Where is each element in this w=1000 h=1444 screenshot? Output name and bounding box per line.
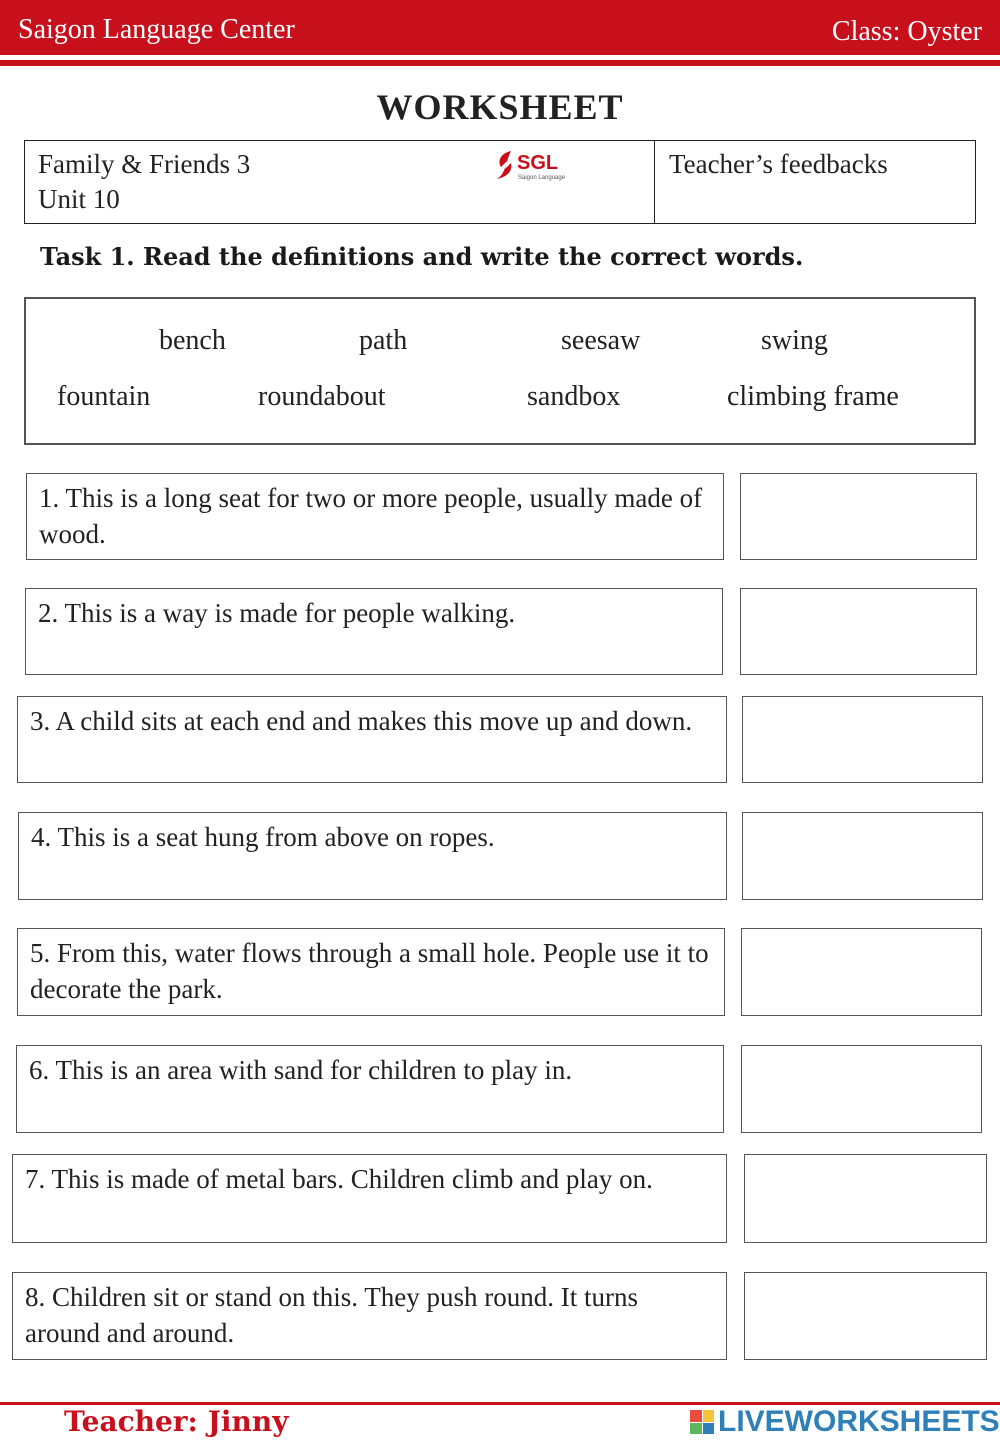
info-box xyxy=(24,140,976,224)
liveworksheets-brand: LIVEWORKSHEETS xyxy=(718,1405,1000,1438)
question-3: 3. A child sits at each end and makes this move up and down. xyxy=(17,696,727,783)
word-bank-item: swing xyxy=(761,325,828,356)
answer-box-4[interactable] xyxy=(742,812,983,900)
task-title: Task 1. Read the definitions and write the correct words. xyxy=(40,242,804,271)
book-info xyxy=(25,141,655,223)
teacher-name: Teacher: Jinny xyxy=(64,1405,289,1438)
question-1: 1. This is a long seat for two or more people, usually made of wood. xyxy=(26,473,724,560)
logo-sub: Saigon Language xyxy=(518,175,566,181)
header-bar xyxy=(0,0,1000,55)
question-2: 2. This is a way is made for people walking. xyxy=(25,588,723,675)
question-6: 6. This is an area with sand for children to play in. xyxy=(16,1045,724,1133)
answer-box-1[interactable] xyxy=(740,473,977,560)
answer-box-6[interactable] xyxy=(741,1045,982,1133)
page-title: WORKSHEET xyxy=(376,87,624,127)
sgl-logo-icon xyxy=(493,147,593,183)
question-5: 5. From this, water flows through a small hole. People use it to decorate the park. xyxy=(17,928,725,1016)
answer-box-5[interactable] xyxy=(741,928,982,1016)
word-bank-item: sandbox xyxy=(527,381,621,412)
class-name: Class: Oyster xyxy=(831,16,982,47)
header-divider xyxy=(0,60,1000,66)
answer-box-7[interactable] xyxy=(744,1154,987,1243)
book-title: Family & Friends 3 xyxy=(38,149,251,179)
word-bank-item: roundabout xyxy=(258,381,386,412)
word-bank-item: climbing frame xyxy=(727,381,899,412)
logo-brand: SGL xyxy=(517,152,559,174)
word-bank xyxy=(24,297,976,445)
feedback-label: Teacher’s feedbacks xyxy=(669,149,888,179)
answer-box-8[interactable] xyxy=(744,1272,987,1360)
word-bank-item: bench xyxy=(159,325,226,356)
answer-box-3[interactable] xyxy=(742,696,983,783)
question-4: 4. This is a seat hung from above on ropes. xyxy=(18,812,727,900)
question-8: 8. Children sit or stand on this. They push round. It turns around and around. xyxy=(12,1272,727,1360)
unit-label: Unit 10 xyxy=(38,184,120,214)
word-bank-item: fountain xyxy=(57,381,151,412)
liveworksheets-logo xyxy=(690,1405,1000,1439)
word-bank-item: seesaw xyxy=(561,325,641,356)
answer-box-2[interactable] xyxy=(740,588,977,675)
liveworksheets-icon xyxy=(690,1410,714,1434)
question-7: 7. This is made of metal bars. Children climb and play on. xyxy=(12,1154,727,1243)
word-bank-item: path xyxy=(359,325,408,356)
school-name: Saigon Language Center xyxy=(18,14,295,45)
